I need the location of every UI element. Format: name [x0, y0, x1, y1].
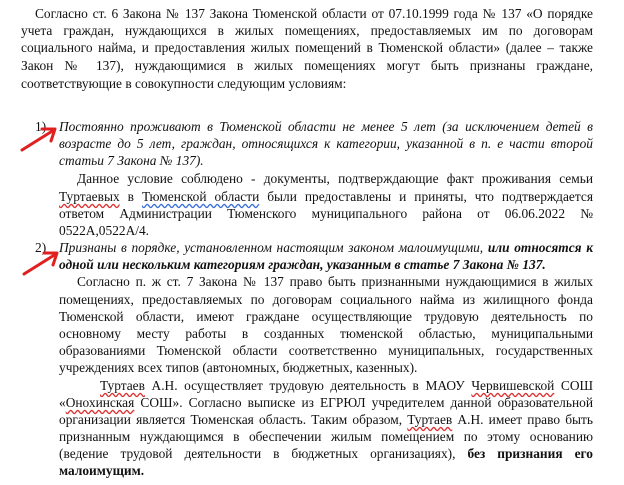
item-1-para-line-2: Туртаевых в Тюменской области были предоставлены и приняты, что подтверждается: [59, 189, 593, 204]
item-2-para1-line-5: образованиями Тюменской области соответственно муниципальных, государственных: [59, 343, 593, 358]
village-name: Онохинская: [65, 395, 135, 410]
item-2-para2-line-4: признанным нуждающимся в обеспечении жилым помещением по этому основанию: [59, 429, 593, 444]
item-1-condition-line-2: возрасте до 5 лет, граждан, относящихся к категории, указанной в п. е части второй: [59, 136, 593, 151]
item-2-para1-line-3: Тюменской области, имеют граждане осуществляющие трудовую деятельность по: [59, 309, 593, 324]
item-2-para2-line-5: (ведение трудовой деятельности в бюджетных организациях), без признания его: [59, 446, 593, 461]
item-1-para-line-3: ответом Администрации Тюменского муниципального района от 06.06.2022 №: [59, 206, 593, 221]
region-name: Тюменской области: [141, 189, 260, 204]
item-2-para1-line-1: Согласно п. ж ст. 7 Закона № 137 право быть признанными нуждающимися в жилых: [77, 274, 593, 289]
item-2-condition-line-1: Признаны в порядке, установленном настоящим законом малоимущими, или относятся к: [59, 240, 593, 255]
arrow-icon: [18, 124, 60, 154]
item-1-number: 1): [35, 119, 47, 134]
item-1-para-line-4: 0522А,0522А/4.: [59, 223, 150, 238]
item-1-condition-line-3: статьи 7 Закона № 137).: [59, 153, 204, 168]
intro-line-2: учета граждан, нуждающихся в жилых помещениях, предоставляемых им по договорам: [21, 23, 593, 38]
item-2-para1-line-6: учреждениях всех типов (автономных, бюджетных, казенных).: [59, 360, 418, 375]
intro-line-5: соответствующие в совокупности следующим условиям:: [21, 76, 347, 91]
surname-turtaevy: Туртаевых: [59, 189, 120, 204]
item-2-para1-line-4: основному месту работы в созданных тюменской областью, муниципальными: [59, 326, 593, 341]
item-2-para2-line-2: «Онохинская СОШ». Согласно выписке из ЕГРЮЛ учредителем данной образовательной: [59, 395, 593, 410]
item-1-condition-line-1: Постоянно проживают в Тюменской области не менее 5 лет (за исключением детей в: [59, 119, 593, 134]
item-2-para2-line-1: Туртаев А.Н. осуществляет трудовую деятельность в МАОУ Червишевской СОШ: [100, 378, 593, 393]
arrow-icon: [20, 248, 62, 278]
item-2-para2-line-3: организации является Тюменская область. Таким образом, Туртаев А.Н. имеет право быть: [59, 412, 593, 427]
intro-line-1: Согласно ст. 6 Закона № 137 Закона Тюменской области от 07.10.1999 года № 137 «О порядке: [35, 6, 593, 21]
intro-line-4: Закон № 137), нуждающимися в жилых помещениях могут быть признаны граждане,: [21, 58, 593, 73]
school-name: Червишевской: [471, 378, 555, 393]
surname-turtaev: Туртаев: [100, 378, 145, 393]
item-2-para2-line-6: малоимущим.: [59, 463, 145, 478]
item-2-condition-line-2: одной или нескольким категориям граждан, указанным в статье 7 Закона № 137.: [59, 257, 546, 272]
item-2-para1-line-2: помещениях, предоставляемых по договорам социального найма из жилищного фонда: [59, 292, 593, 307]
surname-turtaev-2: Туртаев: [407, 412, 453, 427]
item-1-para-line-1: Данное условие соблюдено - документы, подтверждающие факт проживания семьи: [77, 171, 593, 186]
intro-line-3: социального найма, и предоставления жилых помещений в Тюменской области» (далее – также: [21, 40, 593, 55]
item-2-number: 2): [35, 240, 47, 255]
